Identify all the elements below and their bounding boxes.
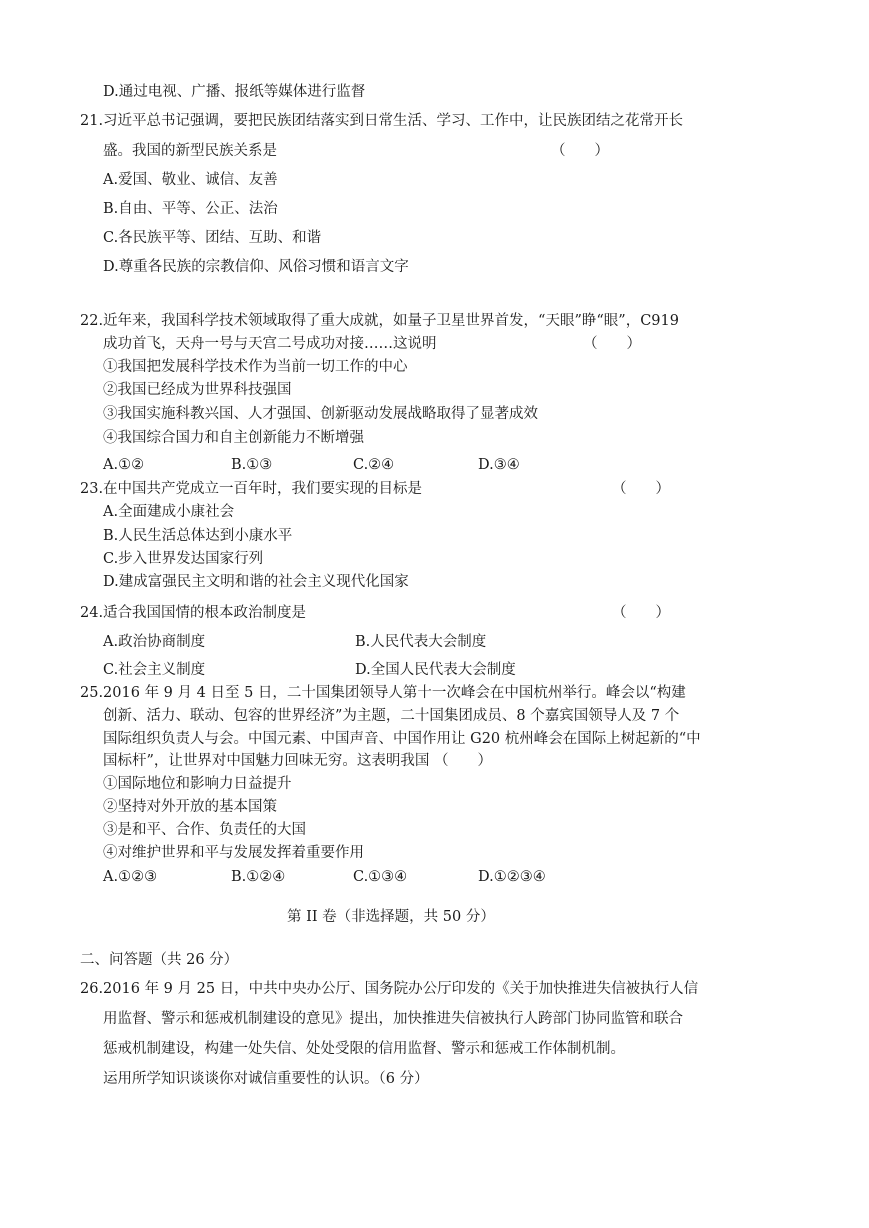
q25-option-a: A.①②③ (103, 869, 158, 885)
q23-option-d: D.建成富强民主文明和谐的社会主义现代化国家 (103, 574, 409, 590)
q21-option-d: D.尊重各民族的宗教信仰、风俗习惯和语言文字 (103, 259, 409, 275)
q24-option-c: C.社会主义制度 (103, 662, 206, 678)
q22-option-a: A.①② (103, 457, 145, 473)
q23-option-a: A.全面建成小康社会 (103, 504, 235, 520)
q25-option-c: C.①③④ (353, 869, 408, 885)
q25-statement-2: ②坚持对外开放的基本国策 (103, 799, 277, 815)
q22-answer-paren: （ ） (583, 336, 641, 352)
q23-stem: 23.在中国共产党成立一百年时，我们要实现的目标是 (80, 481, 423, 497)
q23-answer-paren: （ ） (612, 481, 670, 497)
q25-stem-line4: 国标杆”，让世界对中国魅力回味无穷。这表明我国 （ ） (103, 753, 493, 769)
q23-option-c: C.步入世界发达国家行列 (103, 551, 264, 567)
q25-stem-line1: 25.2016 年 9 月 4 日至 5 日，二十国集团领导人第十一次峰会在中国杭州举行。峰会以“构建 (80, 685, 686, 701)
q24-answer-paren: （ ） (612, 605, 670, 621)
q25-option-d: D.①②③④ (478, 869, 546, 885)
section2-heading: 二、问答题（共 26 分） (80, 952, 239, 968)
q22-statement-1: ①我国把发展科学技术作为当前一切工作的中心 (103, 359, 408, 375)
q22-statement-3: ③我国实施科教兴国、人才强国、创新驱动发展战略取得了显著成效 (103, 406, 538, 422)
q21-stem-line2: 盛。我国的新型民族关系是 (103, 143, 277, 159)
q25-statement-1: ①国际地位和影响力日益提升 (103, 776, 292, 792)
q20-option-d: D.通过电视、广播、报纸等媒体进行监督 (103, 84, 366, 100)
q22-stem-line1: 22.近年来，我国科学技术领域取得了重大成就，如量子卫星世界首发，“天眼”睁“眼”，C919 (80, 313, 679, 329)
q22-option-d: D.③④ (478, 457, 520, 473)
q25-stem-line3: 国际组织负责人与会。中国元素、中国声音、中国作用让 G20 杭州峰会在国际上树起新的“中 (103, 731, 701, 747)
q22-stem-line2: 成功首飞，天舟一号与天宫二号成功对接……这说明 (103, 336, 437, 352)
q26-stem-line3: 惩戒机制建设，构建一处失信、处处受限的信用监督、警示和惩戒工作体制机制。 (103, 1041, 625, 1057)
q25-option-b: B.①②④ (231, 869, 286, 885)
part2-heading: 第 II 卷（非选择题，共 50 分） (287, 909, 495, 925)
q22-statement-4: ④我国综合国力和自主创新能力不断增强 (103, 430, 364, 446)
q25-statement-3: ③是和平、合作、负责任的大国 (103, 822, 306, 838)
q21-option-c: C.各民族平等、团结、互助、和谐 (103, 230, 322, 246)
q24-option-a: A.政治协商制度 (103, 634, 206, 650)
q24-option-d: D.全国人民代表大会制度 (355, 662, 516, 678)
q22-statement-2: ②我国已经成为世界科技强国 (103, 382, 292, 398)
q21-answer-paren: （ ） (551, 143, 609, 159)
q25-statement-4: ④对维护世界和平与发展发挥着重要作用 (103, 845, 364, 861)
q26-stem-line1: 26.2016 年 9 月 25 日，中共中央办公厅、国务院办公厅印发的《关于加快推进失信被执行人信 (80, 981, 699, 997)
q24-stem: 24.适合我国国情的根本政治制度是 (80, 605, 307, 621)
q24-option-b: B.人民代表大会制度 (355, 634, 487, 650)
q26-prompt: 运用所学知识谈谈你对诚信重要性的认识。（6 分） (103, 1071, 429, 1087)
q23-option-b: B.人民生活总体达到小康水平 (103, 528, 293, 544)
q21-stem-line1: 21.习近平总书记强调，要把民族团结落实到日常生活、学习、工作中，让民族团结之花常开长 (80, 113, 684, 129)
q21-option-a: A.爱国、敬业、诚信、友善 (103, 172, 278, 188)
q21-option-b: B.自由、平等、公正、法治 (103, 201, 278, 217)
q25-stem-line2: 创新、活力、联动、包容的世界经济”为主题，二十国集团成员、8 个嘉宾国领导人及 7 个 (103, 708, 680, 724)
q22-option-b: B.①③ (231, 457, 273, 473)
q22-option-c: C.②④ (353, 457, 395, 473)
q26-stem-line2: 用监督、警示和惩戒机制建设的意见》提出，加快推进失信被执行人跨部门协同监管和联合 (103, 1011, 683, 1027)
